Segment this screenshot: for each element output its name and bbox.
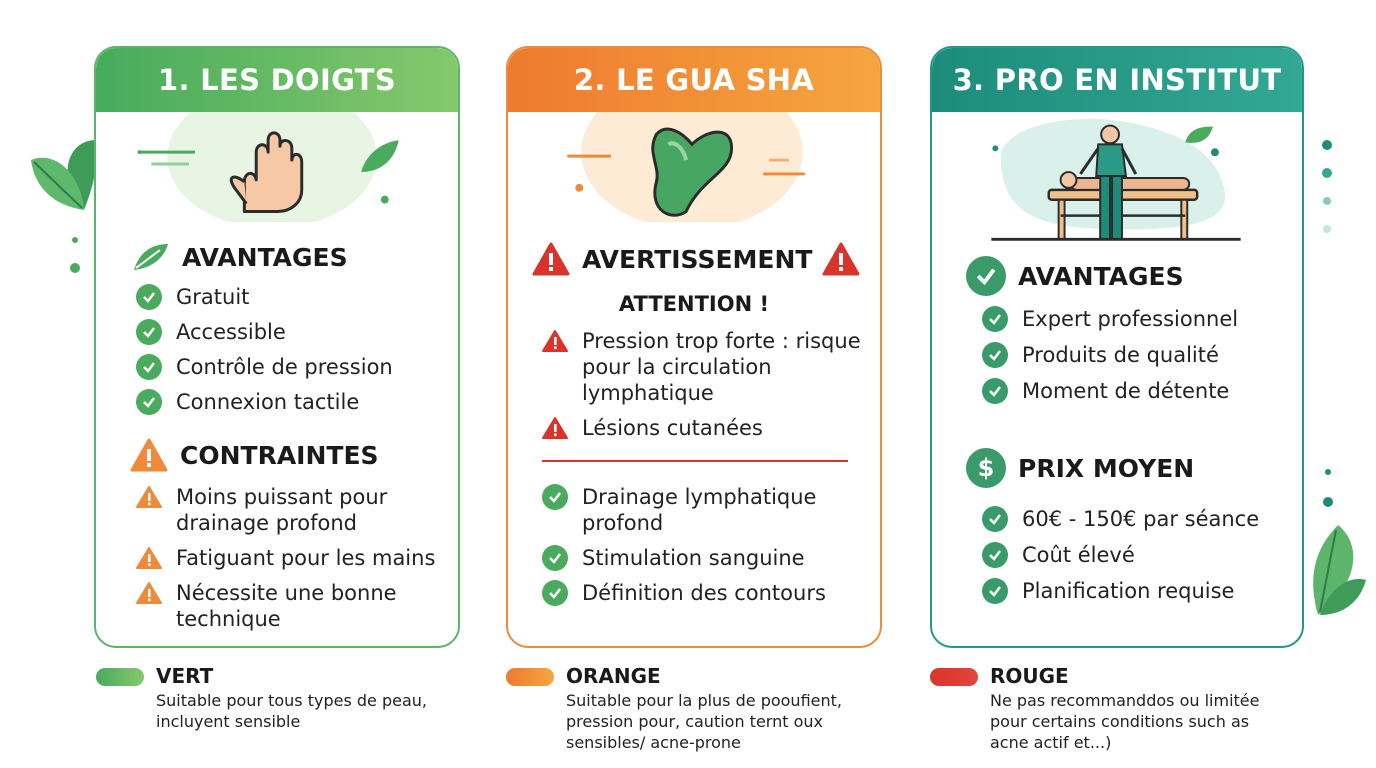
check-icon bbox=[136, 389, 162, 415]
list-item: Coût élevé bbox=[982, 542, 1259, 568]
leaf-icon bbox=[130, 240, 170, 274]
check-icon bbox=[982, 506, 1008, 532]
list-item: Planification requise bbox=[982, 578, 1259, 604]
list-item: Expert professionnel bbox=[982, 306, 1238, 332]
card-pro-en-institut bbox=[930, 46, 1304, 648]
legend-swatch bbox=[96, 668, 144, 686]
warning-list bbox=[542, 328, 862, 441]
prix-moyen-heading: $ PRIX MOYEN bbox=[966, 448, 1194, 488]
dollar-icon: $ bbox=[966, 448, 1006, 488]
check-icon bbox=[542, 545, 568, 571]
check-icon bbox=[982, 306, 1008, 332]
check-icon bbox=[966, 256, 1006, 296]
card-title: 2. LE GUA SHA bbox=[508, 48, 880, 112]
check-icon bbox=[982, 578, 1008, 604]
list-item: Produits de qualité bbox=[982, 342, 1238, 368]
list-item: Pression trop forte : risque pour la circulation lymphatique bbox=[542, 328, 862, 406]
card-title: 3. PRO EN INSTITUT bbox=[932, 48, 1302, 112]
warning-icon bbox=[136, 581, 162, 605]
warning-icon bbox=[822, 242, 860, 276]
avantages-heading: AVANTAGES bbox=[130, 240, 348, 274]
list-item: Nécessite une bonne technique bbox=[136, 580, 446, 632]
leaf-decoration-icon bbox=[26, 120, 98, 230]
list-item: 60€ - 150€ par séance bbox=[982, 506, 1259, 532]
warning-icon bbox=[136, 546, 162, 570]
card-le-gua-sha bbox=[506, 46, 882, 648]
legend-swatch bbox=[506, 668, 554, 686]
warning-icon bbox=[542, 416, 568, 440]
list-item: Stimulation sanguine bbox=[542, 545, 862, 571]
list-item: Connexion tactile bbox=[136, 389, 393, 415]
check-icon bbox=[542, 580, 568, 606]
warning-icon bbox=[130, 438, 168, 472]
check-icon bbox=[982, 542, 1008, 568]
check-icon bbox=[982, 378, 1008, 404]
divider bbox=[542, 460, 848, 462]
massage-table-icon bbox=[932, 112, 1302, 242]
list-item: Accessible bbox=[136, 319, 393, 345]
list-item: Moment de détente bbox=[982, 378, 1238, 404]
list-item: Drainage lymphatique profond bbox=[542, 484, 862, 536]
leaf-decoration-icon bbox=[1298, 520, 1368, 620]
avantages-list bbox=[982, 306, 1238, 404]
warning-icon bbox=[136, 485, 162, 509]
check-icon bbox=[136, 284, 162, 310]
legend-swatch bbox=[930, 668, 978, 686]
hand-icon bbox=[96, 112, 458, 222]
dots-decoration-icon bbox=[1316, 460, 1340, 520]
gua-sha-stone-icon bbox=[508, 112, 880, 222]
list-item: Gratuit bbox=[136, 284, 393, 310]
list-item: Fatiguant pour les mains bbox=[136, 545, 446, 571]
avertissement-heading: AVERTISSEMENT bbox=[532, 242, 860, 276]
avantages-heading: AVANTAGES bbox=[966, 256, 1184, 296]
check-icon bbox=[982, 342, 1008, 368]
check-icon bbox=[136, 319, 162, 345]
contraintes-heading: CONTRAINTES bbox=[130, 438, 379, 472]
benefits-list bbox=[542, 484, 862, 606]
card-title: 1. LES DOIGTS bbox=[96, 48, 458, 112]
contraintes-list bbox=[136, 484, 446, 632]
warning-icon bbox=[542, 329, 568, 353]
list-item: Moins puissant pour drainage profond bbox=[136, 484, 446, 536]
list-item: Définition des contours bbox=[542, 580, 862, 606]
list-item: Contrôle de pression bbox=[136, 354, 393, 380]
attention-label: ATTENTION ! bbox=[618, 292, 770, 316]
check-icon bbox=[542, 484, 568, 510]
warning-icon bbox=[532, 242, 570, 276]
card-les-doigts bbox=[94, 46, 460, 648]
avantages-list bbox=[136, 284, 393, 415]
dots-decoration-icon bbox=[66, 232, 86, 282]
prix-list bbox=[982, 506, 1259, 604]
check-icon bbox=[136, 354, 162, 380]
list-item: Lésions cutanées bbox=[542, 415, 862, 441]
dots-decoration-icon bbox=[1316, 135, 1340, 245]
